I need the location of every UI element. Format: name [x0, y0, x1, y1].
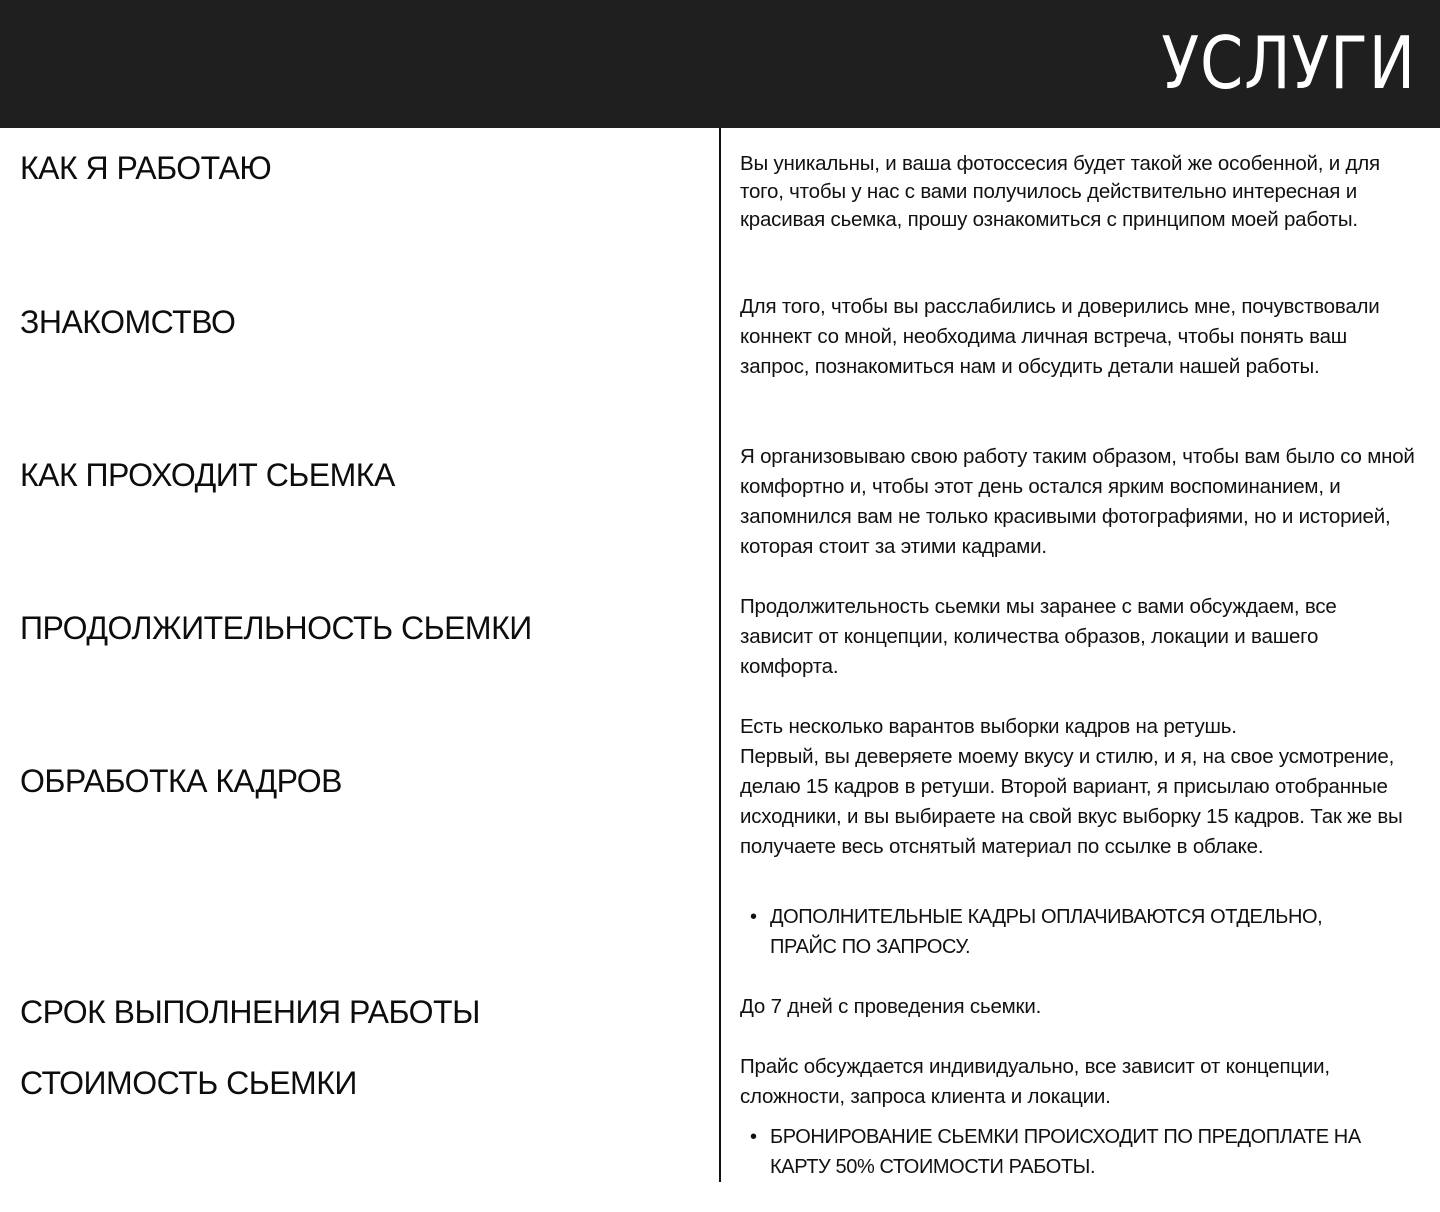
heading-deadline: СРОК ВЫПОЛНЕНИЯ РАБОТЫ [20, 994, 480, 1030]
column-divider [719, 128, 721, 1182]
text-duration: Продолжительность сьемки мы заранее с вами обсуждаем, все зависит от концепции, количества образов, локации и вашего комфорта. [740, 595, 1337, 678]
heading-editing: ОБРАБОТКА КАДРОВ [20, 763, 342, 799]
text-how-i-work: Вы уникальны, и ваша фотоссесия будет такой же особенной, и для того, чтобы у нас с вами получилось действительно интересная и красивая сьемка, прошу ознакомиться с принципом моей работы. [740, 152, 1380, 231]
heading-shoot-process: КАК ПРОХОДИТ СЬЕМКА [20, 457, 395, 493]
heading-duration: ПРОДОЛЖИТЕЛЬНОСТЬ СЬЕМКИ [20, 610, 532, 646]
text-editing-details: Первый, вы деверяете моему вкусу и стилю, и я, на свое усмотрение, делаю 15 кадров в ретуши. Второй вариант, я присылаю отобранные исходники, и вы выбираете на свой вкус выборку 15 кадров. Так же вы получаете весь отснятый материал по ссылке в облаке. [740, 745, 1403, 858]
heading-price: СТОИМОСТЬ СЬЕМКИ [20, 1065, 357, 1101]
heading-how-i-work: КАК Я РАБОТАЮ [20, 150, 272, 186]
bullet-dot-icon: • [750, 1126, 757, 1148]
heading-acquaintance: ЗНАКОМСТВО [20, 304, 236, 340]
text-price: Прайс обсуждается индивидуально, все зависит от концепции, сложности, запроса клиента и локации. [740, 1055, 1330, 1108]
text-acquaintance: Для того, чтобы вы расслабились и доверились мне, почувствовали коннект со мной, необходима личная встреча, чтобы понять ваш запрос, познакомиться нам и обсудить детали нашей работы. [740, 295, 1380, 378]
bullet-editing [750, 902, 1390, 962]
text-editing [740, 712, 1430, 862]
text-shoot-process: Я организовываю свою работу таким образом, чтобы вам было со мной комфортно и, чтобы этот день остался ярким воспоминанием, и запомнился вам не только красивыми фотографиями, но и историей, которая стоит за этими кадрами. [740, 445, 1415, 558]
bullet-editing-text: ДОПОЛНИТЕЛЬНЫЕ КАДРЫ ОПЛАЧИВАЮТСЯ ОТДЕЛЬНО, ПРАЙС ПО ЗАПРОСУ. [770, 906, 1323, 958]
page-header [0, 0, 1440, 128]
bullet-price-text: БРОНИРОВАНИЕ СЬЕМКИ ПРОИСХОДИТ ПО ПРЕДОПЛАТЕ НА КАРТУ 50% СТОИМОСТИ РАБОТЫ. [770, 1126, 1361, 1178]
page-title: УСЛУГИ [1161, 21, 1416, 105]
text-deadline: До 7 дней с проведения сьемки. [740, 995, 1042, 1018]
bullet-dot-icon: • [750, 906, 757, 928]
text-editing-intro: Есть несколько варантов выборки кадров на ретушь. [740, 715, 1237, 738]
bullet-price [750, 1122, 1420, 1182]
